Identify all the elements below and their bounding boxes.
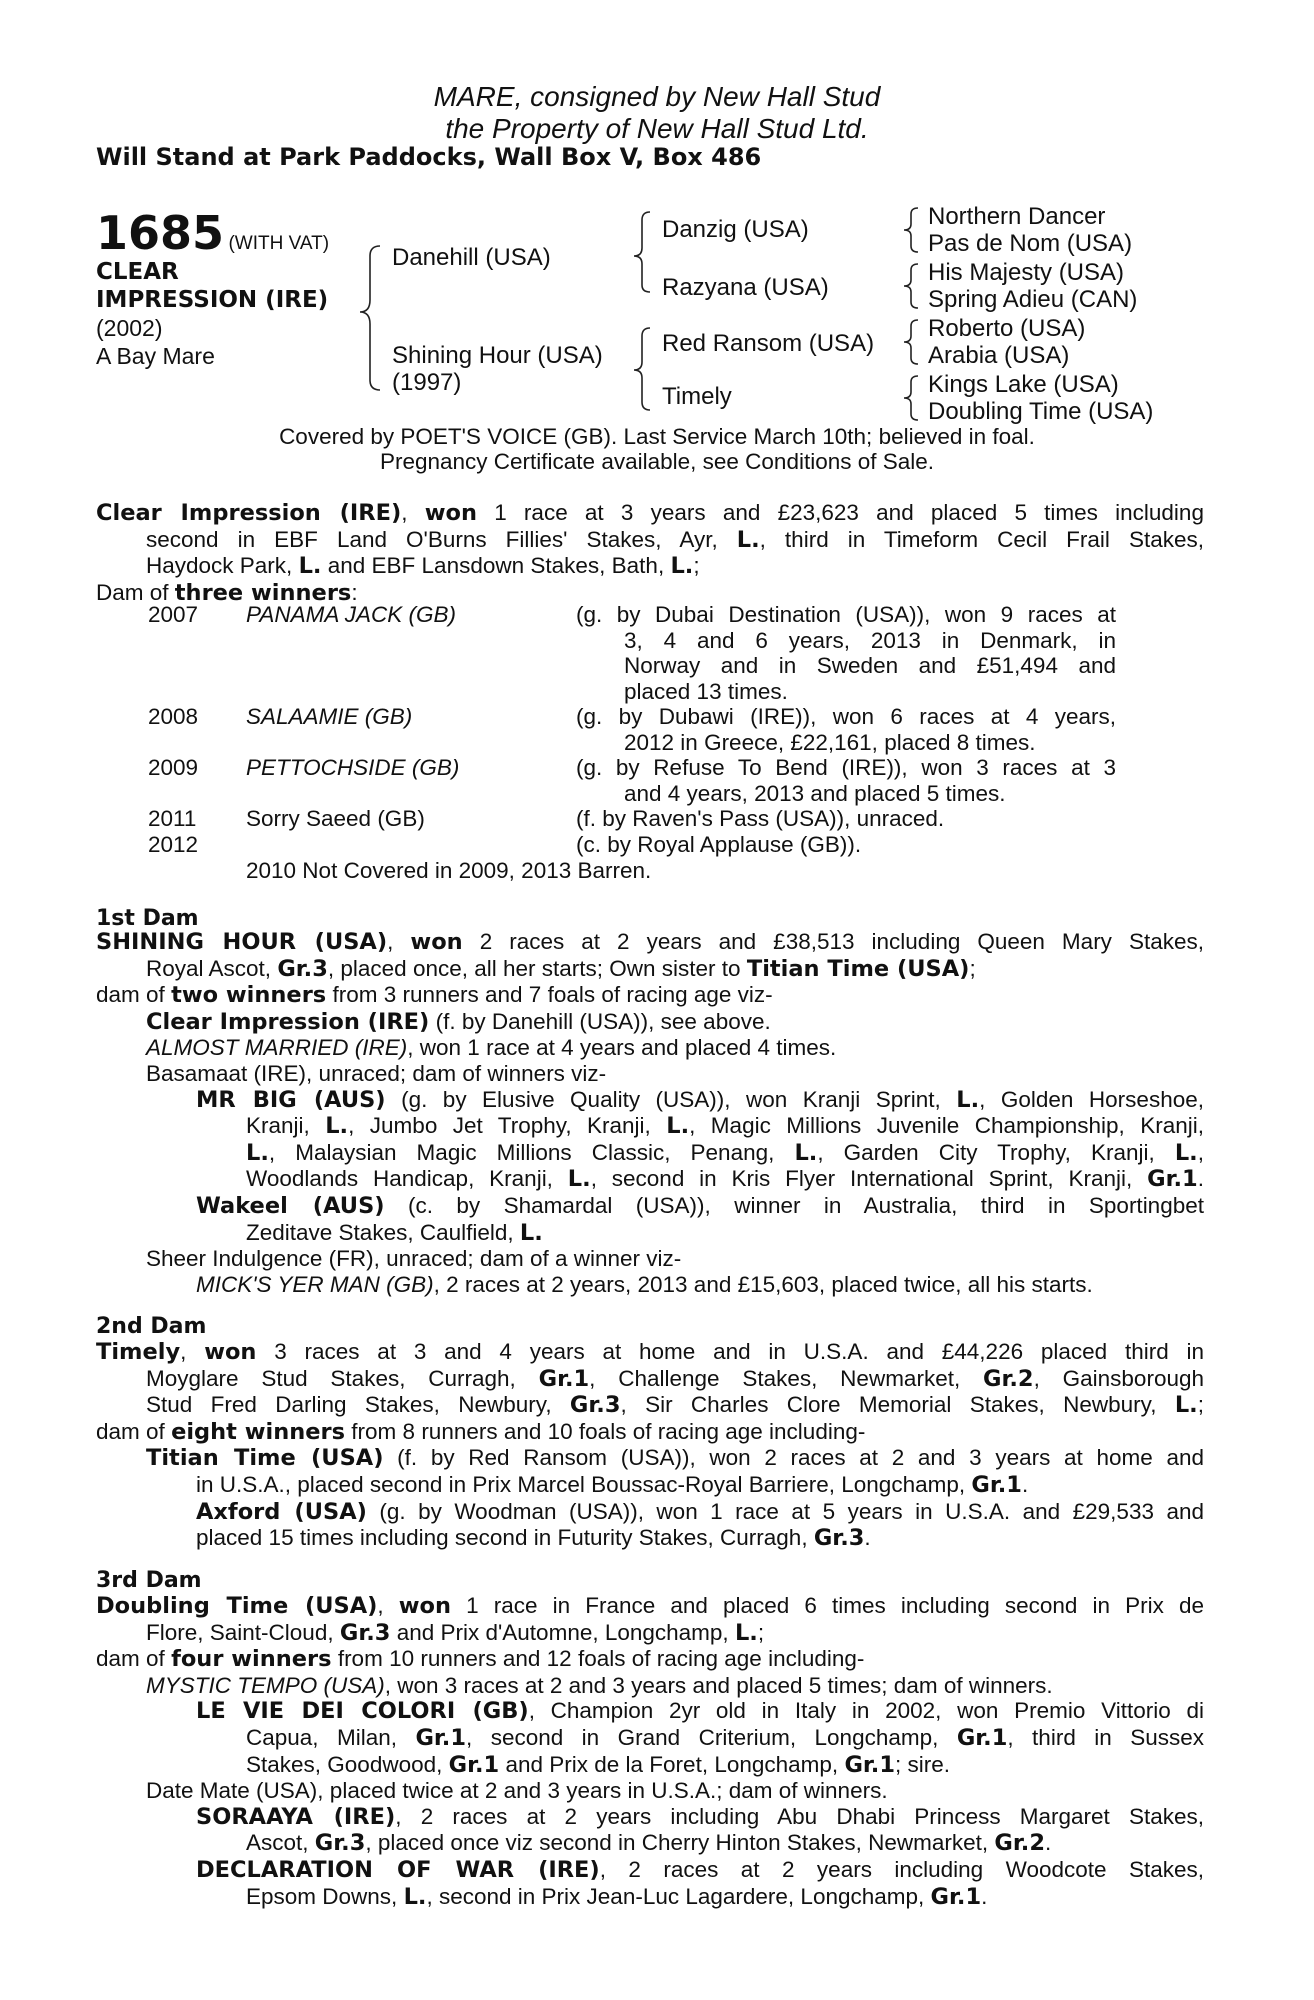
dam1-line: dam of two winners from 3 runners and 7 foals of racing age viz- bbox=[96, 982, 773, 1009]
dam3-line: DECLARATION OF WAR (IRE), 2 races at 2 years including Woodcote Stakes, bbox=[196, 1856, 1204, 1883]
produce-detail: (c. by Royal Applause (GB)). bbox=[576, 832, 862, 857]
dam-dam: Timely bbox=[662, 383, 732, 410]
winners-count: four winners bbox=[171, 1646, 332, 1673]
dam1-line: L., Malaysian Magic Millions Classic, Penang, L., Garden City Trophy, Kranji, L., bbox=[246, 1139, 1204, 1166]
foaling-year: (2002) bbox=[96, 315, 163, 341]
ggd-4: Doubling Time (USA) bbox=[928, 398, 1154, 425]
property-line: the Property of New Hall Stud Ltd. bbox=[445, 113, 869, 144]
grade-badge: Gr.1 bbox=[1147, 1166, 1198, 1193]
dam1-line: Woodlands Handicap, Kranji, L., second in Kris Flyer International Sprint, Kranji, Gr.1. bbox=[246, 1166, 1204, 1193]
produce-row bbox=[96, 755, 1204, 806]
produce-name: PANAMA JACK (GB) bbox=[246, 602, 457, 627]
dam3-name: Doubling Time (USA) bbox=[96, 1593, 378, 1619]
first-dam-section bbox=[96, 929, 1204, 1297]
produce-year: 2007 bbox=[148, 602, 199, 627]
produce-table bbox=[96, 602, 1204, 884]
second-dam-section bbox=[96, 1339, 1204, 1552]
produce-detail: (g. by Dubawi (IRE)), won 6 races at 4 years, bbox=[576, 704, 1116, 729]
produce-row bbox=[96, 602, 1204, 704]
dam3-line: Stakes, Goodwood, Gr.1 and Prix de la Foret, Longchamp, Gr.1; sire. bbox=[246, 1751, 951, 1778]
produce-row bbox=[96, 806, 1204, 832]
stand-line: Will Stand at Park Paddocks, Wall Box V, Box 486 bbox=[96, 143, 762, 171]
produce-name: Axford (USA) bbox=[196, 1498, 367, 1525]
ggd-2: Spring Adieu (CAN) bbox=[928, 286, 1138, 313]
dam2-line: Axford (USA) (g. by Woodman (USA)), won 1 race at 5 years in U.S.A. and £29,533 and bbox=[196, 1498, 1204, 1525]
dam3-line: Doubling Time (USA), won 1 race in France and placed 6 times including second in Prix de bbox=[96, 1593, 1204, 1619]
produce-name: Sorry Saeed (GB) bbox=[246, 806, 425, 831]
dam1-text: 2 races at 2 years and £38,513 including Queen Mary Stakes, bbox=[479, 929, 1204, 954]
dam3-line: dam of four winners from 10 runners and 12 foals of racing age including- bbox=[96, 1646, 865, 1673]
dam2-line: Moyglare Stud Stakes, Curragh, Gr.1, Challenge Stakes, Newmarket, Gr.2, Gainsborough bbox=[146, 1365, 1204, 1392]
vat-label: (WITH VAT) bbox=[228, 233, 330, 254]
ggd-3: Arabia (USA) bbox=[928, 342, 1070, 369]
produce-name: PETTOCHSIDE (GB) bbox=[246, 755, 460, 780]
produce-detail: Norway and in Sweden and £51,494 and bbox=[624, 653, 1116, 679]
produce-name: SALAAMIE (GB) bbox=[246, 704, 413, 729]
dam3-line: Ascot, Gr.3, placed once viz second in Cherry Hinton Stakes, Newmarket, Gr.2. bbox=[246, 1830, 1052, 1857]
first-dam-heading: 1st Dam bbox=[96, 906, 199, 931]
listed-badge: L. bbox=[298, 553, 322, 580]
won-label: won bbox=[410, 929, 463, 955]
winners-count: two winners bbox=[171, 982, 327, 1009]
summary-text-3a: Haydock Park, bbox=[146, 553, 293, 579]
horse-name-line2: IMPRESSION (IRE) bbox=[96, 287, 329, 313]
winners-count: eight winners bbox=[171, 1418, 346, 1445]
summary-line-1: Clear Impression (IRE), won 1 race at 3 years and £23,623 and placed 5 times including bbox=[96, 500, 1204, 526]
dam3-line: MYSTIC TEMPO (USA), won 3 races at 2 and 3 years and placed 5 times; dam of winners. bbox=[146, 1672, 1053, 1698]
dam2-line: in U.S.A., placed second in Prix Marcel Boussac-Royal Barriere, Longchamp, Gr.1. bbox=[196, 1471, 1029, 1498]
produce-name: SORAAYA (IRE) bbox=[196, 1803, 396, 1830]
sire-name: Danehill (USA) bbox=[392, 244, 551, 271]
summary-text-2a: second in EBF Land O'Burns Fillies' Stakes, Ayr, bbox=[146, 526, 718, 552]
horse-description: A Bay Mare bbox=[96, 343, 215, 369]
produce-detail: (g. by Dubai Destination (USA)), won 9 races at bbox=[576, 602, 1116, 627]
third-dam-section bbox=[96, 1593, 1204, 1910]
produce-detail: 2012 in Greece, £22,161, placed 8 times. bbox=[624, 729, 1036, 755]
produce-name: DECLARATION OF WAR (IRE) bbox=[196, 1856, 600, 1883]
sister-name: Titian Time (USA) bbox=[746, 955, 970, 982]
summary-text-1: 1 race at 3 years and £23,623 and placed 5 times including bbox=[494, 500, 1204, 525]
horse-name-line1: CLEAR bbox=[96, 259, 179, 285]
produce-name: LE VIE DEI COLORI (GB) bbox=[196, 1698, 529, 1725]
dam3-line: LE VIE DEI COLORI (GB), Champion 2yr old in Italy in 2002, won Premio Vittorio di bbox=[196, 1698, 1205, 1725]
produce-detail: placed 13 times. bbox=[624, 678, 788, 704]
dam1-line: Zeditave Stakes, Caulfield, L. bbox=[246, 1219, 543, 1246]
colon: : bbox=[351, 579, 358, 605]
ggs-3: Roberto (USA) bbox=[928, 315, 1086, 342]
dam3-line: SORAAYA (IRE), 2 races at 2 years including Abu Dhabi Princess Margaret Stakes, bbox=[196, 1803, 1204, 1830]
won-label: won bbox=[424, 500, 477, 526]
summary-text-3c: ; bbox=[693, 553, 700, 579]
grade-badge: Gr.3 bbox=[277, 955, 328, 982]
sire-sire: Danzig (USA) bbox=[662, 216, 809, 243]
dam1-line: Kranji, L., Jumbo Jet Trophy, Kranji, L., Magic Millions Juvenile Championship, Kranji, bbox=[246, 1113, 1204, 1140]
dam1-line: Basamaat (IRE), unraced; dam of winners viz- bbox=[146, 1060, 607, 1086]
summary-text-3b: and EBF Lansdown Stakes, Bath, bbox=[327, 553, 665, 579]
produce-name: MICK'S YER MAN (GB) bbox=[196, 1271, 434, 1297]
dam-sire: Red Ransom (USA) bbox=[662, 330, 875, 357]
produce-year: 2011 bbox=[148, 806, 197, 831]
produce-name: MYSTIC TEMPO (USA) bbox=[146, 1672, 385, 1698]
ggs-4: Kings Lake (USA) bbox=[928, 371, 1119, 398]
second-dam-heading: 2nd Dam bbox=[96, 1314, 207, 1339]
produce-row bbox=[96, 832, 1204, 858]
dam1-line: Sheer Indulgence (FR), unraced; dam of a winner viz- bbox=[146, 1246, 682, 1272]
produce-detail: and 4 years, 2013 and placed 5 times. bbox=[624, 780, 1006, 806]
summary-line-3 bbox=[146, 553, 1204, 580]
listed-badge: L. bbox=[736, 526, 760, 553]
dam1-line: ALMOST MARRIED (IRE), won 1 race at 4 years and placed 4 times. bbox=[146, 1035, 837, 1061]
won-label: won bbox=[398, 1593, 452, 1619]
dam1-name: SHINING HOUR (USA) bbox=[96, 929, 388, 955]
dam1-line: Royal Ascot, Gr.3, placed once, all her starts; Own sister to Titian Time (USA); bbox=[146, 955, 976, 982]
ggs-2: His Majesty (USA) bbox=[928, 259, 1125, 286]
summary-line-2 bbox=[146, 527, 1204, 554]
covered-line: Covered by POET'S VOICE (GB). Last Service March 10th; believed in foal. bbox=[279, 424, 1035, 449]
dam-year: (1997) bbox=[392, 369, 462, 396]
dam3-line: Date Mate (USA), placed twice at 2 and 3 years in U.S.A.; dam of winners. bbox=[146, 1778, 888, 1804]
produce-note-row bbox=[96, 858, 1204, 884]
third-dam-heading: 3rd Dam bbox=[96, 1568, 202, 1593]
dam1-line: Clear Impression (IRE) (f. by Danehill (USA)), see above. bbox=[146, 1008, 771, 1035]
winners-count: three winners bbox=[174, 579, 352, 606]
pregnancy-line: Pregnancy Certificate available, see Conditions of Sale. bbox=[379, 449, 935, 474]
lot-number: 1685 bbox=[96, 206, 225, 260]
produce-year: 2009 bbox=[148, 755, 199, 780]
produce-year: 2012 bbox=[148, 832, 199, 857]
produce-year: 2008 bbox=[148, 704, 199, 729]
dam2-line: Stud Fred Darling Stakes, Newbury, Gr.3, Sir Charles Clore Memorial Stakes, Newbury, L.; bbox=[146, 1392, 1204, 1419]
produce-row bbox=[96, 704, 1204, 755]
dam-of-label: Dam of bbox=[96, 579, 169, 605]
dam2-line: Timely, won 3 races at 3 and 4 years at home and in U.S.A. and £44,226 placed third in bbox=[96, 1339, 1204, 1365]
dam2-line: placed 15 times including second in Futurity Stakes, Curragh, Gr.3. bbox=[196, 1525, 871, 1552]
dam1-line: MR BIG (AUS) (g. by Elusive Quality (USA)), won Kranji Sprint, L., Golden Horseshoe, bbox=[196, 1086, 1204, 1113]
ggs-1: Northern Dancer bbox=[928, 203, 1106, 230]
covering-note bbox=[0, 424, 1314, 474]
produce-name: Titian Time (USA) bbox=[146, 1445, 384, 1472]
dam-name: Shining Hour (USA) bbox=[392, 342, 603, 369]
mare-summary bbox=[96, 500, 1204, 606]
dam1-line: SHINING HOUR (USA), won 2 races at 2 years and £38,513 including Queen Mary Stakes, bbox=[96, 929, 1204, 955]
produce-detail: (g. by Refuse To Bend (IRE)), won 3 races at 3 bbox=[576, 755, 1116, 780]
dam2-name: Timely bbox=[96, 1339, 181, 1365]
produce-detail: (f. by Raven's Pass (USA)), unraced. bbox=[576, 806, 945, 831]
ggd-1: Pas de Nom (USA) bbox=[928, 230, 1133, 257]
grade-badge: Gr.2 bbox=[983, 1365, 1034, 1392]
listed-badge: L. bbox=[670, 553, 694, 580]
dam3-line: Capua, Milan, Gr.1, second in Grand Criterium, Longchamp, Gr.1, third in Sussex bbox=[246, 1724, 1204, 1751]
summary-text-2b: , third in Timeform Cecil Frail Stakes, bbox=[759, 526, 1204, 552]
mare-name: Clear Impression (IRE) bbox=[96, 500, 402, 526]
dam1-line: Wakeel (AUS) (c. by Shamardal (USA)), winner in Australia, third in Sportingbet bbox=[196, 1192, 1204, 1219]
produce-name: Wakeel (AUS) bbox=[196, 1192, 385, 1219]
consignor-line: MARE, consigned by New Hall Stud bbox=[433, 81, 881, 112]
produce-detail: 3, 4 and 6 years, 2013 in Denmark, in bbox=[624, 627, 1116, 653]
produce-name: Clear Impression (IRE) bbox=[146, 1008, 430, 1035]
produce-note: 2010 Not Covered in 2009, 2013 Barren. bbox=[246, 858, 652, 883]
sire-dam: Razyana (USA) bbox=[662, 274, 829, 301]
dam1-line: MICK'S YER MAN (GB), 2 races at 2 years, 2013 and £15,603, placed twice, all his starts. bbox=[196, 1271, 1093, 1297]
dam3-line: Flore, Saint-Cloud, Gr.3 and Prix d'Automne, Longchamp, L.; bbox=[146, 1619, 765, 1646]
dam3-line: Epsom Downs, L., second in Prix Jean-Luc Lagardere, Longchamp, Gr.1. bbox=[246, 1883, 988, 1910]
dam2-line: dam of eight winners from 8 runners and 10 foals of racing age including- bbox=[96, 1418, 866, 1445]
won-label: won bbox=[204, 1339, 257, 1365]
produce-name: ALMOST MARRIED (IRE) bbox=[146, 1035, 408, 1061]
produce-name: MR BIG (AUS) bbox=[196, 1086, 386, 1113]
dam2-line: Titian Time (USA) (f. by Red Ransom (USA)), won 2 races at 2 and 3 years at home and bbox=[146, 1445, 1204, 1472]
